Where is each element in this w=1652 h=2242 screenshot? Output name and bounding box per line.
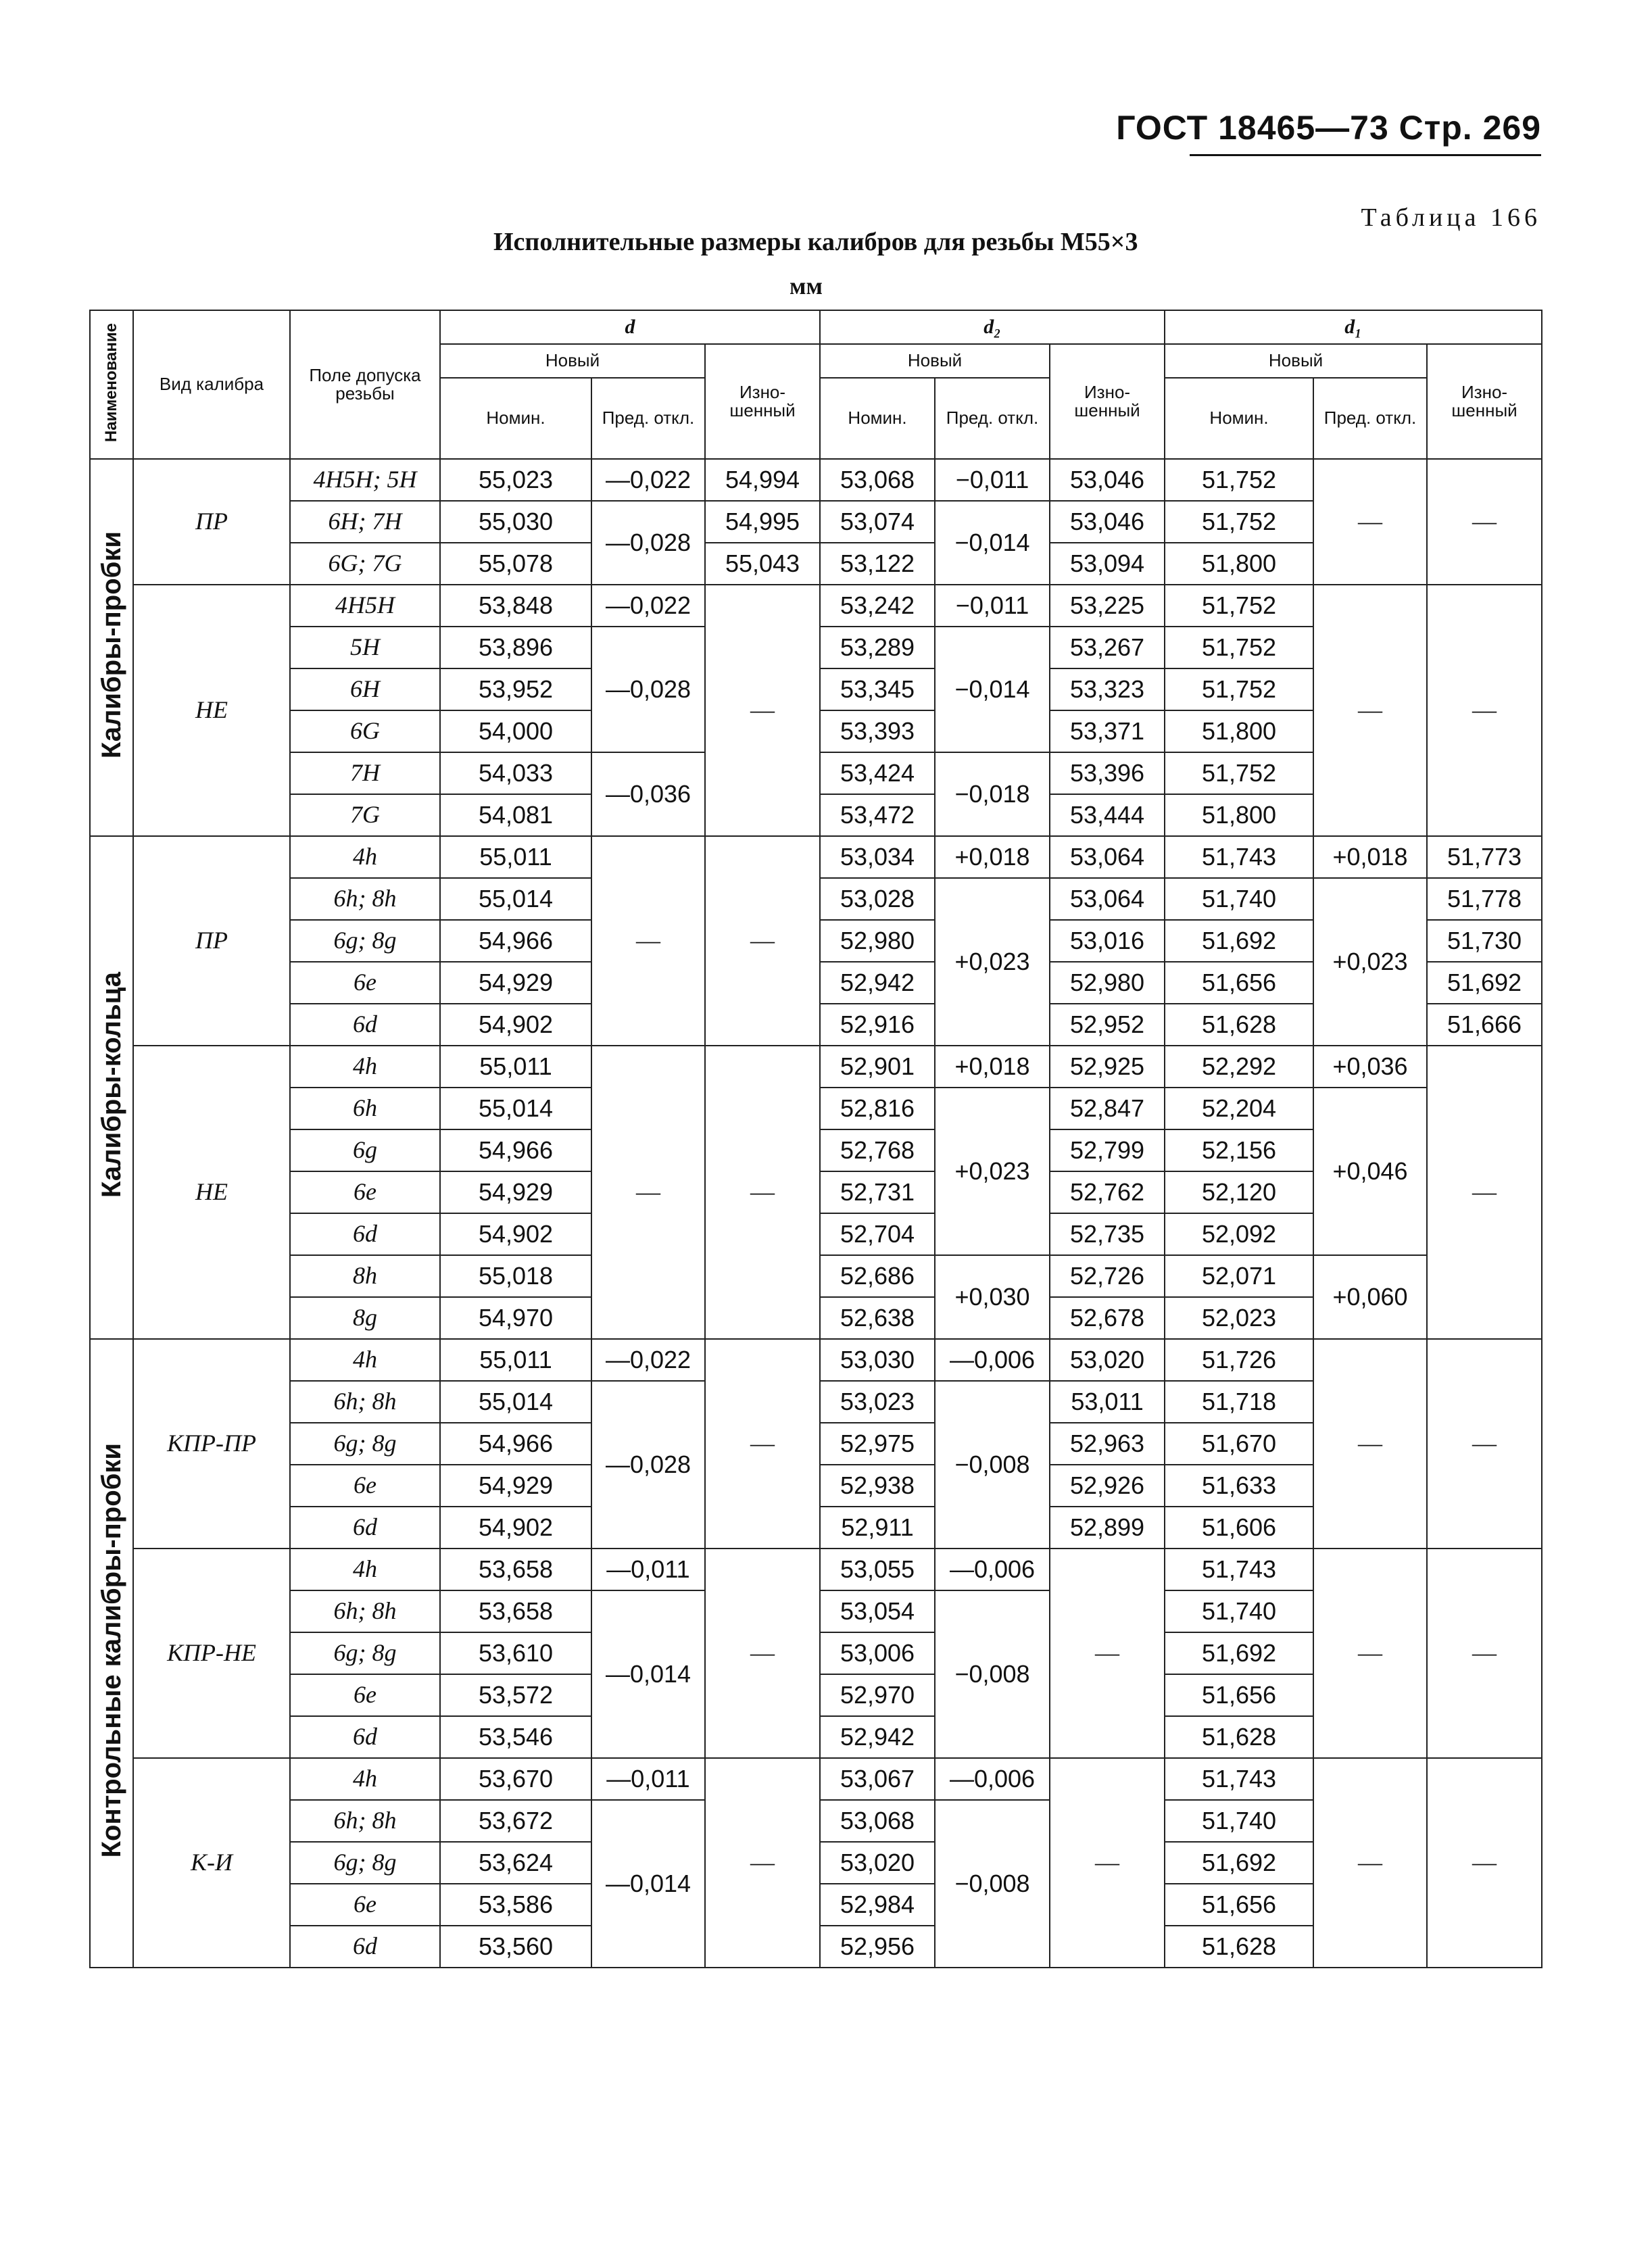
group-label: Калибры-кольца: [90, 836, 133, 1339]
d-nominal: 54,902: [440, 1004, 591, 1046]
d-nominal: 53,658: [440, 1549, 591, 1590]
d2-nominal: 53,030: [820, 1339, 935, 1381]
d-deviation: —0,028: [591, 1381, 705, 1549]
col-d2-worn: Изно- шенный: [1050, 344, 1165, 459]
d1-nominal: 52,204: [1165, 1088, 1313, 1129]
col-d-nom: Номин.: [440, 378, 591, 459]
d-deviation: —: [591, 836, 705, 1046]
d1-nominal: 51,740: [1165, 1800, 1313, 1842]
d1-deviation: —: [1313, 1339, 1427, 1549]
tolerance-field: 8g: [290, 1297, 440, 1339]
col-d-dev: Пред. откл.: [591, 378, 705, 459]
tolerance-field: 6H: [290, 668, 440, 710]
d-worn: 54,995: [705, 501, 820, 543]
d2-deviation: —0,006: [935, 1758, 1050, 1800]
tolerance-field: 6h; 8h: [290, 1381, 440, 1423]
d2-nominal: 53,028: [820, 878, 935, 920]
d-nominal: 54,970: [440, 1297, 591, 1339]
d2-nominal: 52,942: [820, 962, 935, 1004]
d-nominal: 55,011: [440, 836, 591, 878]
tolerance-field: 6d: [290, 1004, 440, 1046]
d1-worn: —: [1427, 459, 1542, 585]
d1-worn: —: [1427, 1339, 1542, 1549]
d2-nominal: 52,638: [820, 1297, 935, 1339]
d2-deviation: −0,008: [935, 1590, 1050, 1758]
d1-deviation: +0,018: [1313, 836, 1427, 878]
d2-worn: 53,371: [1050, 710, 1165, 752]
tolerance-field: 6d: [290, 1213, 440, 1255]
d2-worn: 52,726: [1050, 1255, 1165, 1297]
d-nominal: 55,011: [440, 1339, 591, 1381]
tolerance-field: 6h: [290, 1088, 440, 1129]
d2-deviation: +0,018: [935, 1046, 1050, 1088]
d1-deviation: +0,023: [1313, 878, 1427, 1046]
d2-nominal: 53,074: [820, 501, 935, 543]
gauge-kind: НЕ: [133, 1046, 290, 1339]
d1-nominal: 51,752: [1165, 752, 1313, 794]
col-d2-header: d₂: [820, 310, 1165, 344]
d-nominal: 54,902: [440, 1507, 591, 1549]
col-d1-dev: Пред. откл.: [1313, 378, 1427, 459]
d-nominal: 54,033: [440, 752, 591, 794]
d1-nominal: 52,023: [1165, 1297, 1313, 1339]
d2-nominal: 53,472: [820, 794, 935, 836]
d1-nominal: 51,692: [1165, 1632, 1313, 1674]
d2-worn: 52,799: [1050, 1129, 1165, 1171]
d2-deviation: −0,014: [935, 627, 1050, 752]
tolerance-field: 6h; 8h: [290, 1800, 440, 1842]
d2-nominal: 53,006: [820, 1632, 935, 1674]
tolerance-field: 7H: [290, 752, 440, 794]
d2-nominal: 52,956: [820, 1926, 935, 1968]
d2-worn: 52,762: [1050, 1171, 1165, 1213]
tolerance-field: 8h: [290, 1255, 440, 1297]
d-deviation: —0,022: [591, 1339, 705, 1381]
tolerance-field: 4h: [290, 1046, 440, 1088]
d1-deviation: +0,060: [1313, 1255, 1427, 1339]
d2-nominal: 53,020: [820, 1842, 935, 1884]
tolerance-field: 4h: [290, 836, 440, 878]
col-d-header: d: [440, 310, 820, 344]
d1-worn: —: [1427, 1758, 1542, 1968]
d2-worn: 53,094: [1050, 543, 1165, 585]
gauge-kind: ПР: [133, 836, 290, 1046]
table-row: [90, 1339, 1542, 1381]
d2-nominal: 53,345: [820, 668, 935, 710]
table-row: [90, 836, 1542, 878]
table-row: [90, 1758, 1542, 1800]
tolerance-field: 6e: [290, 1171, 440, 1213]
d2-worn: 52,847: [1050, 1088, 1165, 1129]
d-deviation: —0,011: [591, 1549, 705, 1590]
d2-nominal: 53,034: [820, 836, 935, 878]
tolerance-field: 6H; 7H: [290, 501, 440, 543]
d2-worn: 53,323: [1050, 668, 1165, 710]
col-kind-header: Вид калибра: [133, 310, 290, 459]
col-d1-worn: Изно- шенный: [1427, 344, 1542, 459]
d-deviation: —0,028: [591, 501, 705, 585]
d2-deviation: −0,008: [935, 1800, 1050, 1968]
d1-worn: —: [1427, 1549, 1542, 1758]
col-d-worn: Изно- шенный: [705, 344, 820, 459]
d2-worn: 52,899: [1050, 1507, 1165, 1549]
d1-nominal: 51,718: [1165, 1381, 1313, 1423]
tolerance-field: 6e: [290, 962, 440, 1004]
d1-nominal: 51,800: [1165, 794, 1313, 836]
d1-nominal: 51,726: [1165, 1339, 1313, 1381]
d-worn: —: [705, 836, 820, 1046]
col-d1-nom: Номин.: [1165, 378, 1313, 459]
page-header: ГОСТ 18465—73 Стр. 269: [1116, 109, 1541, 147]
table-title: Исполнительные размеры калибров для резьбы М55×3: [493, 228, 1138, 256]
d2-worn: 53,046: [1050, 501, 1165, 543]
d2-worn: 52,925: [1050, 1046, 1165, 1088]
d2-deviation: +0,023: [935, 878, 1050, 1046]
d-nominal: 55,014: [440, 878, 591, 920]
table-row: [90, 1549, 1542, 1590]
d2-deviation: −0,018: [935, 752, 1050, 836]
col-d1-new: Новый: [1165, 344, 1427, 378]
d2-nominal: 52,942: [820, 1716, 935, 1758]
d2-nominal: 53,424: [820, 752, 935, 794]
d2-nominal: 53,023: [820, 1381, 935, 1423]
d-deviation: —0,022: [591, 585, 705, 627]
tolerance-field: 6e: [290, 1674, 440, 1716]
col-field-header: Поле допуска резьбы: [290, 310, 440, 459]
d-nominal: 53,952: [440, 668, 591, 710]
d2-worn: 52,980: [1050, 962, 1165, 1004]
d2-nominal: 52,768: [820, 1129, 935, 1171]
d-nominal: 54,966: [440, 920, 591, 962]
d2-deviation: —0,006: [935, 1339, 1050, 1381]
d1-nominal: 51,743: [1165, 1549, 1313, 1590]
d-nominal: 55,078: [440, 543, 591, 585]
table-body: [90, 459, 1542, 1968]
d1-nominal: 51,800: [1165, 710, 1313, 752]
d1-nominal: 51,692: [1165, 920, 1313, 962]
d-nominal: 55,011: [440, 1046, 591, 1088]
d-worn: 54,994: [705, 459, 820, 501]
d-nominal: 53,560: [440, 1926, 591, 1968]
d1-nominal: 51,606: [1165, 1507, 1313, 1549]
d2-nominal: 52,704: [820, 1213, 935, 1255]
d1-nominal: 51,628: [1165, 1716, 1313, 1758]
d2-deviation: −0,008: [935, 1381, 1050, 1549]
tolerance-field: 6e: [290, 1465, 440, 1507]
d-worn: 55,043: [705, 543, 820, 585]
d2-deviation: +0,030: [935, 1255, 1050, 1339]
tolerance-field: 5H: [290, 627, 440, 668]
d2-worn: 53,020: [1050, 1339, 1165, 1381]
d2-nominal: 53,393: [820, 710, 935, 752]
d-nominal: 55,018: [440, 1255, 591, 1297]
d1-nominal: 51,670: [1165, 1423, 1313, 1465]
d-deviation: —0,011: [591, 1758, 705, 1800]
d1-nominal: 51,752: [1165, 585, 1313, 627]
d1-deviation: —: [1313, 459, 1427, 585]
d2-nominal: 52,938: [820, 1465, 935, 1507]
d-nominal: 53,672: [440, 1800, 591, 1842]
d2-nominal: 53,122: [820, 543, 935, 585]
col-d2-nom: Номин.: [820, 378, 935, 459]
col-d-new: Новый: [440, 344, 705, 378]
tolerance-field: 6g; 8g: [290, 1423, 440, 1465]
d1-nominal: 51,628: [1165, 1926, 1313, 1968]
d2-worn: 53,011: [1050, 1381, 1165, 1423]
d-nominal: 53,624: [440, 1842, 591, 1884]
d1-worn: 51,778: [1427, 878, 1542, 920]
d-nominal: 54,081: [440, 794, 591, 836]
d2-worn: 53,225: [1050, 585, 1165, 627]
d-deviation: —0,022: [591, 459, 705, 501]
tolerance-field: 6d: [290, 1507, 440, 1549]
d1-deviation: —: [1313, 585, 1427, 836]
d1-nominal: 51,752: [1165, 459, 1313, 501]
d-deviation: —0,028: [591, 627, 705, 752]
table-row: [90, 1046, 1542, 1088]
d2-worn: 53,064: [1050, 836, 1165, 878]
d-nominal: 55,030: [440, 501, 591, 543]
d-nominal: 53,572: [440, 1674, 591, 1716]
d1-nominal: 52,120: [1165, 1171, 1313, 1213]
d2-worn: 53,396: [1050, 752, 1165, 794]
tolerance-field: 4h: [290, 1339, 440, 1381]
d2-nominal: 53,067: [820, 1758, 935, 1800]
tolerance-field: 6g: [290, 1129, 440, 1171]
d2-nominal: 53,054: [820, 1590, 935, 1632]
d2-nominal: 53,068: [820, 459, 935, 501]
tolerance-field: 7G: [290, 794, 440, 836]
units-label: мм: [789, 272, 823, 299]
table-number: Таблица 166: [1361, 203, 1541, 232]
d2-deviation: −0,014: [935, 501, 1050, 585]
tolerance-field: 4H5H: [290, 585, 440, 627]
gauge-kind: К-И: [133, 1758, 290, 1968]
d1-nominal: 51,656: [1165, 962, 1313, 1004]
d2-nominal: 52,984: [820, 1884, 935, 1926]
d1-nominal: 51,656: [1165, 1884, 1313, 1926]
d2-nominal: 53,289: [820, 627, 935, 668]
d1-worn: —: [1427, 1046, 1542, 1339]
tolerance-field: 6g; 8g: [290, 1842, 440, 1884]
d-nominal: 53,670: [440, 1758, 591, 1800]
d2-nominal: 52,731: [820, 1171, 935, 1213]
tolerance-field: 6G: [290, 710, 440, 752]
d2-worn: 53,267: [1050, 627, 1165, 668]
col-name-header: Наименование: [90, 310, 133, 459]
tolerance-field: 4H5H; 5H: [290, 459, 440, 501]
d1-nominal: 51,740: [1165, 878, 1313, 920]
d-nominal: 54,929: [440, 1465, 591, 1507]
d2-worn: 52,735: [1050, 1213, 1165, 1255]
tolerance-field: 6d: [290, 1926, 440, 1968]
d2-nominal: 53,068: [820, 1800, 935, 1842]
d-nominal: 53,896: [440, 627, 591, 668]
d2-deviation: −0,011: [935, 459, 1050, 501]
d-deviation: —: [591, 1046, 705, 1339]
table-row: [90, 585, 1542, 627]
gauge-kind: НЕ: [133, 585, 290, 836]
d2-nominal: 52,975: [820, 1423, 935, 1465]
tolerance-field: 6d: [290, 1716, 440, 1758]
d2-nominal: 53,055: [820, 1549, 935, 1590]
d1-worn: 51,773: [1427, 836, 1542, 878]
d-worn: —: [705, 585, 820, 836]
d1-nominal: 52,071: [1165, 1255, 1313, 1297]
d2-deviation: —0,006: [935, 1549, 1050, 1590]
d1-nominal: 51,800: [1165, 543, 1313, 585]
d1-deviation: —: [1313, 1758, 1427, 1968]
d1-worn: 51,730: [1427, 920, 1542, 962]
d2-deviation: +0,023: [935, 1088, 1050, 1255]
tolerance-field: 6g; 8g: [290, 920, 440, 962]
d2-worn: —: [1050, 1549, 1165, 1758]
col-d1-header: d₁: [1165, 310, 1542, 344]
d-worn: —: [705, 1758, 820, 1968]
d2-nominal: 52,911: [820, 1507, 935, 1549]
d1-worn: —: [1427, 585, 1542, 836]
d2-worn: 53,064: [1050, 878, 1165, 920]
d1-deviation: —: [1313, 1549, 1427, 1758]
d-nominal: 54,000: [440, 710, 591, 752]
d2-nominal: 53,242: [820, 585, 935, 627]
d-nominal: 55,014: [440, 1381, 591, 1423]
d1-nominal: 51,633: [1165, 1465, 1313, 1507]
d2-nominal: 52,970: [820, 1674, 935, 1716]
d-nominal: 54,929: [440, 1171, 591, 1213]
d1-nominal: 52,292: [1165, 1046, 1313, 1088]
gauge-kind: КПР-ПР: [133, 1339, 290, 1549]
gauge-kind: ПР: [133, 459, 290, 585]
d-nominal: 54,902: [440, 1213, 591, 1255]
tolerance-field: 6h; 8h: [290, 1590, 440, 1632]
d1-nominal: 51,743: [1165, 1758, 1313, 1800]
d-worn: —: [705, 1549, 820, 1758]
table-row: [90, 459, 1542, 501]
d2-nominal: 52,816: [820, 1088, 935, 1129]
d2-deviation: −0,011: [935, 585, 1050, 627]
tolerance-field: 6h; 8h: [290, 878, 440, 920]
d1-nominal: 51,752: [1165, 668, 1313, 710]
d2-nominal: 52,686: [820, 1255, 935, 1297]
gauge-dimensions-table: [89, 310, 1542, 1968]
d-nominal: 53,546: [440, 1716, 591, 1758]
d-deviation: —0,014: [591, 1590, 705, 1758]
d-worn: —: [705, 1339, 820, 1549]
d2-deviation: +0,018: [935, 836, 1050, 878]
d-nominal: 54,966: [440, 1423, 591, 1465]
tolerance-field: 4h: [290, 1758, 440, 1800]
tolerance-field: 4h: [290, 1549, 440, 1590]
d-nominal: 55,023: [440, 459, 591, 501]
d1-nominal: 52,156: [1165, 1129, 1313, 1171]
d1-nominal: 52,092: [1165, 1213, 1313, 1255]
d-nominal: 53,610: [440, 1632, 591, 1674]
tolerance-field: 6e: [290, 1884, 440, 1926]
d2-nominal: 52,901: [820, 1046, 935, 1088]
group-label: Калибры-пробки: [90, 459, 133, 836]
gauge-kind: КПР-НЕ: [133, 1549, 290, 1758]
d1-nominal: 51,740: [1165, 1590, 1313, 1632]
d-nominal: 54,929: [440, 962, 591, 1004]
d1-nominal: 51,692: [1165, 1842, 1313, 1884]
tolerance-field: 6G; 7G: [290, 543, 440, 585]
d2-worn: 52,678: [1050, 1297, 1165, 1339]
header-rule: [1190, 154, 1541, 156]
d2-worn: 53,016: [1050, 920, 1165, 962]
d1-worn: 51,666: [1427, 1004, 1542, 1046]
d2-worn: 53,046: [1050, 459, 1165, 501]
d2-worn: 53,444: [1050, 794, 1165, 836]
d-nominal: 54,966: [440, 1129, 591, 1171]
d-nominal: 53,586: [440, 1884, 591, 1926]
d2-nominal: 52,980: [820, 920, 935, 962]
d1-nominal: 51,752: [1165, 627, 1313, 668]
d2-worn: 52,963: [1050, 1423, 1165, 1465]
d1-worn: 51,692: [1427, 962, 1542, 1004]
tolerance-field: 6g; 8g: [290, 1632, 440, 1674]
d2-worn: 52,926: [1050, 1465, 1165, 1507]
d1-nominal: 51,628: [1165, 1004, 1313, 1046]
d1-nominal: 51,752: [1165, 501, 1313, 543]
d1-deviation: +0,046: [1313, 1088, 1427, 1255]
d-nominal: 53,658: [440, 1590, 591, 1632]
d-deviation: —0,036: [591, 752, 705, 836]
group-label: Контрольные калибры-пробки: [90, 1339, 133, 1968]
col-d2-new: Новый: [820, 344, 1050, 378]
d1-nominal: 51,743: [1165, 836, 1313, 878]
col-d2-dev: Пред. откл.: [935, 378, 1050, 459]
d1-deviation: +0,036: [1313, 1046, 1427, 1088]
d-worn: —: [705, 1046, 820, 1339]
d2-worn: —: [1050, 1758, 1165, 1968]
d2-nominal: 52,916: [820, 1004, 935, 1046]
d-nominal: 55,014: [440, 1088, 591, 1129]
d-nominal: 53,848: [440, 585, 591, 627]
d-deviation: —0,014: [591, 1800, 705, 1968]
d2-worn: 52,952: [1050, 1004, 1165, 1046]
d1-nominal: 51,656: [1165, 1674, 1313, 1716]
